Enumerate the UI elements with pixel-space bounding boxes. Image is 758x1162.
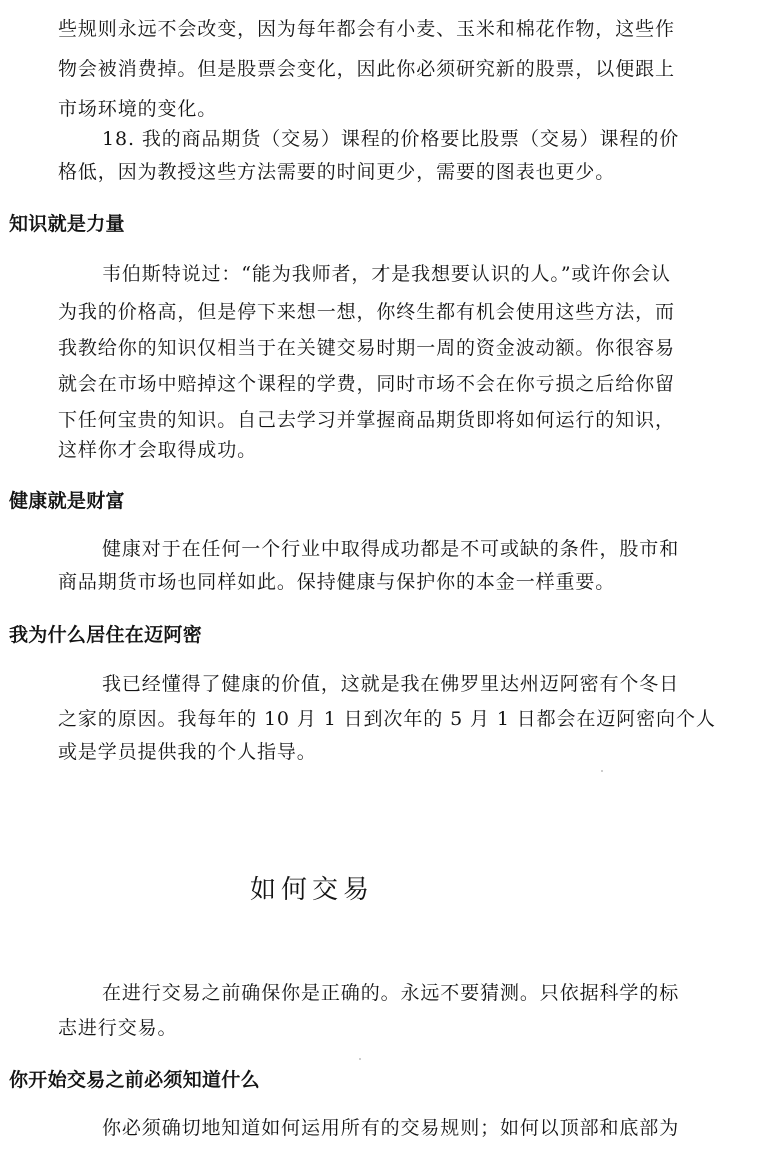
text-line: 我教给你的知识仅相当于在关键交易时期一周的资金波动额。你很容易 [58,337,675,359]
section-heading-health: 健康就是财富 [9,490,125,512]
text-line: 市场环境的变化。 [58,98,218,120]
text-line: 健康对于在任何一个行业中取得成功都是不可或缺的条件，股市和 [102,538,680,560]
text-line: 为我的价格高，但是停下来想一想，你终生都有机会使用这些方法，而 [58,301,675,323]
scan-speck [359,1058,361,1060]
text-line: 志进行交易。 [58,1017,178,1039]
text-line: 这样你才会取得成功。 [58,439,258,461]
text-line: 你必须确切地知道如何运用所有的交易规则；如何以顶部和底部为 [102,1117,680,1139]
chapter-title: 如何交易 [250,875,375,905]
section-heading-before-trading: 你开始交易之前必须知道什么 [9,1069,260,1091]
text-line: 下任何宝贵的知识。自己去学习并掌握商品期货即将如何运行的知识， [58,409,675,431]
text-line: 格低，因为教授这些方法需要的时间更少，需要的图表也更少。 [58,161,616,183]
text-line: 我已经懂得了健康的价值，这就是我在佛罗里达州迈阿密有个冬日 [102,673,680,695]
text-line: 物会被消费掉。但是股票会变化，因此你必须研究新的股票，以便跟上 [58,58,675,80]
text-line: 或是学员提供我的个人指导。 [58,741,317,763]
text-line: 商品期货市场也同样如此。保持健康与保护你的本金一样重要。 [58,571,616,593]
section-heading-miami: 我为什么居住在迈阿密 [9,624,203,646]
text-line: 些规则永远不会改变，因为每年都会有小麦、玉米和棉花作物，这些作 [58,18,675,40]
scan-speck [601,770,603,772]
text-line: 之家的原因。我每年的 10 月 1 日到次年的 5 月 1 日都会在迈阿密向个人 [58,708,716,730]
text-line: 就会在市场中赔掉这个课程的学费，同时市场不会在你亏损之后给你留 [58,373,675,395]
text-line: 18. 我的商品期货（交易）课程的价格要比股票（交易）课程的价 [102,128,680,150]
section-heading-knowledge: 知识就是力量 [9,213,125,235]
text-line: 韦伯斯特说过：“能为我师者，才是我想要认识的人。”或许你会认 [102,263,671,285]
text-line: 在进行交易之前确保你是正确的。永远不要猜测。只依据科学的标 [102,982,680,1004]
